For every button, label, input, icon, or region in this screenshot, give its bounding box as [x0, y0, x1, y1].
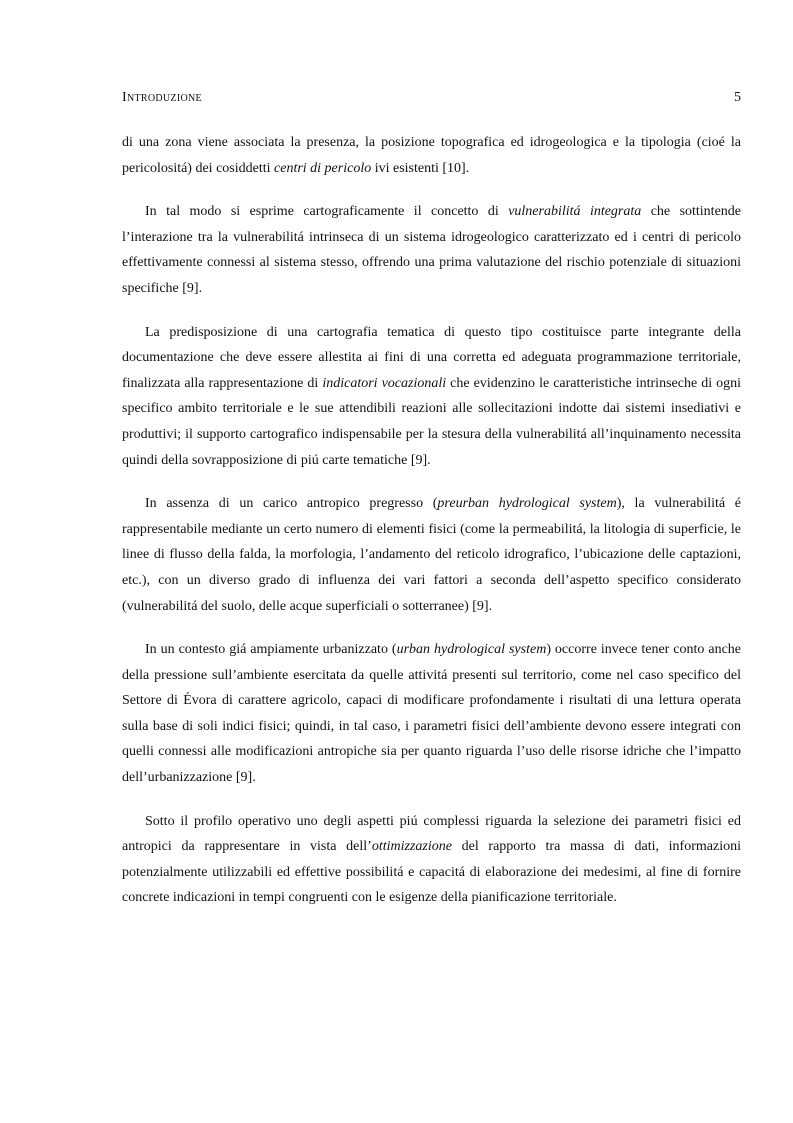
text-segment: che evidenzino le caratteristiche intrinseche di ogni specifico ambito territoriale e le sue attendibili reazioni alle sollecitazioni indotte dai sistemi insediativi e produttivi; il supporto cartografico indispensabile per la stesura della vulnerabilitá all’inquinamento necessita quindi della sovrapposizione di piú carte tematiche [9]. [122, 375, 741, 468]
text-segment: In un contesto giá ampiamente urbanizzato ( [145, 642, 397, 658]
paragraph-1 [122, 130, 741, 181]
text-segment-italic: centri di pericolo [274, 160, 372, 176]
body-text [122, 130, 741, 929]
text-segment: del rapporto tra massa di dati, informazioni potenzialmente utilizzabili ed effettive possibilitá e capacitá di elaborazione dei medesimi, al fine di fornire concrete indicazioni in tempi congruenti con le esigenze della pianificazione territoriale. [122, 839, 741, 906]
running-header [122, 90, 741, 110]
text-segment: ), la vulnerabilitá é rappresentabile mediante un certo numero di elementi fisici (come la permeabilitá, la litologia di superficie, le linee di flusso della falda, la morfologia, l’andamento del reticolo idrografico, l’ubicazione delle captazioni, etc.), con un diverso grado di influenza dei vari fattori a seconda dell’aspetto specifico considerato (vulnerabilitá del suolo, delle acque superficiali o sotterranee) [9]. [122, 496, 741, 614]
text-segment: La predisposizione di una cartografia tematica di questo tipo costituisce parte integrante della documentazione che deve essere allestita ai fini di una corretta ed adeguata programmazione territoriale, finalizzata alla rappresentazione di [122, 324, 741, 391]
text-segment-italic: ottimizzazione [371, 839, 452, 855]
text-segment-italic: urban hydrological system [396, 642, 547, 658]
paragraph-5 [122, 637, 741, 791]
paragraph-6 [122, 809, 741, 911]
chapter-title: Introduzione [122, 90, 202, 105]
text-segment: In tal modo si esprime cartograficamente il concetto di [145, 204, 509, 220]
text-segment: ) occorre invece tener conto anche della pressione sull’ambiente esercitata da quelle attivitá presenti sul territorio, come nel caso specifico del Settore di Évora di carattere agricolo, capaci di modificare profondamente i risultati di una lettura operata sulla base di soli indici fisici; quindi, in tal caso, i parametri fisici dell’ambiente devono essere integrati con quelli connessi alle modificazioni antropiche sia per quanto riguarda l’uso delle risorse idriche che l’impatto dell’urbanizzazione [9]. [122, 642, 742, 786]
page-number: 5 [734, 90, 741, 105]
text-segment-italic: preurban hydrological system [437, 496, 617, 512]
text-segment: Sotto il profilo operativo uno degli aspetti piú complessi riguarda la selezione dei parametri fisici ed antropici da rappresentare in vista dell’ [122, 813, 741, 855]
paragraph-3 [122, 320, 741, 474]
text-segment: di una zona viene associata la presenza, la posizione topografica ed idrogeologica e la tipologia (cioé la pericolositá) dei cosiddetti [122, 135, 741, 176]
paragraph-4 [122, 491, 741, 619]
text-segment: ivi esistenti [10]. [371, 160, 470, 176]
text-segment: che sottintende l’interazione tra la vulnerabilitá intrinseca di un sistema idrogeologico caratterizzato ed i centri di pericolo effettivamente connessi al sistema stesso, offrendo una prima valutazione del rischio potenziale di situazioni specifiche [9]. [122, 204, 741, 296]
text-segment-italic: vulnerabilitá integrata [508, 204, 642, 220]
text-segment: In assenza di un carico antropico pregresso ( [145, 496, 438, 512]
text-segment-italic: indicatori vocazionali [322, 375, 447, 391]
paragraph-2 [122, 199, 741, 301]
